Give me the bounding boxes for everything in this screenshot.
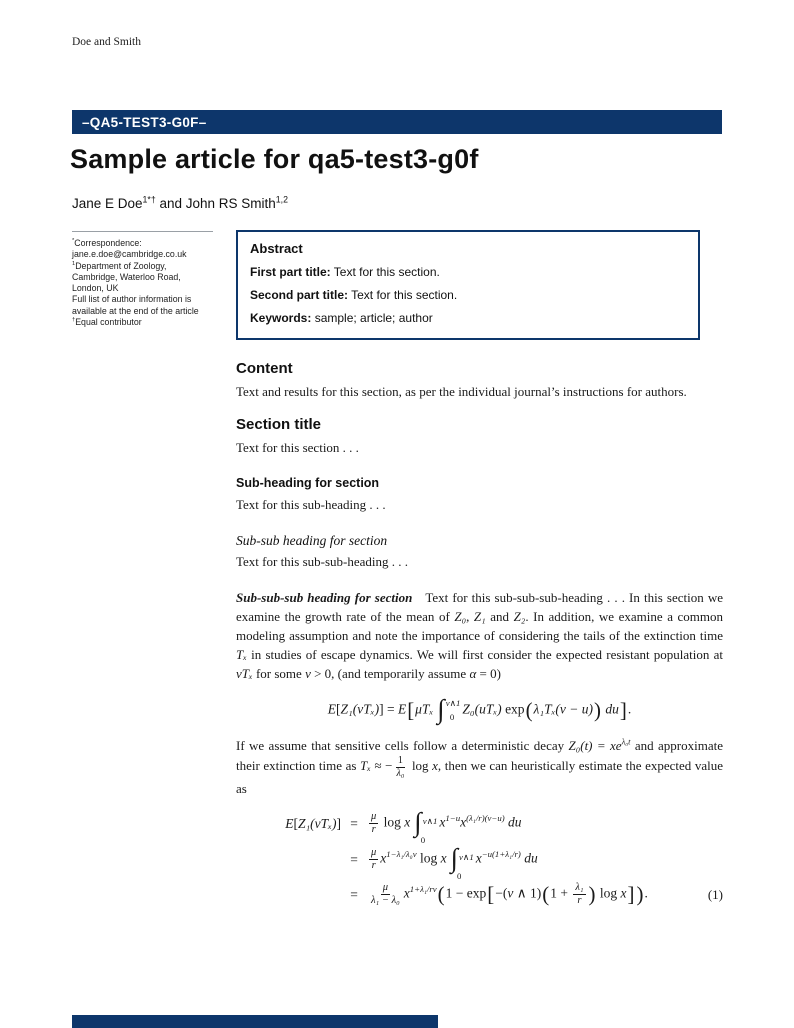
abstract-first-part-text: Text for this section. — [330, 265, 440, 279]
text-run: α — [469, 666, 477, 681]
text-run: † — [72, 317, 76, 324]
text-run: Cambridge, Waterloo Road, — [72, 271, 181, 282]
fraction — [369, 811, 378, 836]
equation-number: (1) — [707, 887, 723, 903]
subsubsection-paragraph: Text for this sub-sub-heading . . . — [236, 554, 409, 569]
content-paragraph: Text and results for this section, as per the individual journal’s instructions for authors. — [236, 384, 687, 399]
text-run: Tₓ — [359, 758, 371, 774]
text-run: μ — [371, 847, 377, 859]
text-run: −( — [495, 886, 508, 902]
big-delimiter: ) — [594, 698, 601, 723]
equation-rhs — [367, 807, 522, 845]
text-run: x — [432, 758, 438, 774]
fraction — [369, 847, 378, 872]
text-run: [ — [336, 701, 341, 717]
text-run: ∧ 1) — [513, 886, 542, 902]
big-delimiter: ] — [619, 698, 627, 723]
text-run: Department of Zoology, — [75, 260, 167, 271]
equation-lhs — [236, 814, 341, 833]
text-run: log — [596, 886, 621, 902]
big-delimiter: ( — [437, 882, 445, 907]
article-body — [236, 353, 723, 917]
text-run: . In addition, we examine a common modeling assumption and note the importance of considering the tails of the extinction time — [236, 609, 724, 643]
text-run: ] = — [379, 701, 398, 717]
abstract-second-part-label: Second part title: — [250, 288, 349, 302]
subsection-paragraph: Text for this sub-heading . . . — [236, 497, 386, 512]
article-title: Sample article for qa5-test3-g0f — [70, 144, 479, 174]
abstract-second-part-text: Text for this section. — [348, 288, 458, 302]
text-run: for some — [252, 666, 306, 681]
text-run: 0 — [420, 834, 426, 845]
text-run: μ — [382, 882, 389, 894]
text-run: λ₁ — [575, 882, 584, 894]
text-run: λ₀ — [396, 767, 405, 779]
fraction — [573, 882, 585, 907]
text-run: −u(1+λ₁/r) — [481, 849, 521, 860]
equation-row — [236, 807, 723, 845]
equals-sign: = — [350, 816, 358, 832]
article-type-banner — [72, 110, 722, 134]
text-run: exp — [501, 701, 525, 717]
equation-rhs — [367, 882, 648, 907]
text-run: 1*† — [142, 194, 156, 205]
text-run: log — [380, 814, 405, 830]
text-run: = 0) — [476, 666, 501, 681]
text-run: 0 — [449, 711, 455, 722]
integral: ∫ v∧1 0 — [450, 843, 474, 881]
text-run: x — [439, 814, 446, 830]
text-run: ] — [336, 816, 341, 832]
authors-line — [72, 196, 288, 211]
integral: ∫ v∧1 0 — [437, 694, 461, 724]
equals-sign: = — [350, 887, 358, 903]
big-delimiter: ( — [542, 882, 550, 907]
abstract-box — [236, 230, 700, 340]
abstract-first-part-label: First part title: — [250, 265, 331, 279]
text-run: E — [327, 701, 337, 717]
text-run: Full list of author information is — [72, 294, 192, 305]
text-run: 1−u — [445, 813, 461, 824]
big-delimiter: [ — [407, 698, 415, 723]
text-run: E — [397, 701, 407, 717]
text-run: v — [305, 666, 311, 681]
big-delimiter: ] — [627, 882, 635, 907]
text-run: available at the end of the article — [72, 305, 199, 316]
text-run: in studies of escape dynamics. We will first consider the expected resistant population at — [246, 647, 723, 662]
text-run: v — [507, 886, 514, 902]
subsection-heading: Sub-heading for section — [236, 476, 380, 490]
text-run: 1,2 — [275, 194, 288, 205]
abstract-heading: Abstract — [250, 241, 303, 256]
text-run: * — [72, 238, 75, 245]
equation-row — [236, 882, 723, 907]
text-run: 1 — [72, 260, 76, 267]
equals-sign: = — [350, 852, 358, 868]
text-run: Correspondence: — [74, 238, 142, 248]
text-run: E — [285, 816, 294, 832]
text-run: du — [601, 701, 619, 717]
footer-bar — [72, 1015, 438, 1028]
text-run: and John RS Smith — [155, 196, 276, 211]
text-run: v∧1 — [459, 851, 474, 862]
text-run: x — [620, 886, 627, 902]
text-run: 0 — [457, 870, 462, 881]
text-run: and — [485, 609, 514, 624]
text-run: Jane E Doe — [72, 196, 143, 211]
text-run: x — [404, 814, 411, 830]
text-run: r — [371, 860, 376, 872]
subsubsection-heading: Sub-sub heading for section — [236, 533, 388, 548]
text-run: log — [416, 850, 441, 866]
text-run: λ₀t — [621, 736, 631, 747]
text-run: λ₁Tₓ(v − u) — [533, 701, 594, 717]
section-heading-content: Content — [236, 360, 293, 377]
text-run: , — [466, 609, 474, 624]
text-run: r — [371, 824, 376, 836]
big-delimiter: ) — [636, 882, 644, 907]
text-run: x — [475, 850, 482, 866]
text-run: (λ₁/r)(v−u) — [466, 813, 505, 824]
text-run: Z₂ — [513, 609, 526, 624]
text-run: r — [577, 895, 582, 907]
equation-rhs — [367, 843, 538, 881]
section-heading-title: Section title — [236, 416, 322, 433]
big-delimiter: [ — [487, 882, 495, 907]
abstract-keywords — [250, 311, 686, 325]
banner-text: –QA5-TEST3-G0F– — [82, 114, 207, 130]
text-run: Z₀(uTₓ) — [462, 701, 502, 717]
text-run: 1+λ₁/rv — [409, 884, 437, 895]
text-run: Tₓ — [236, 647, 247, 662]
text-run: , then we can heuristically estimate the expected value as — [236, 758, 723, 797]
integral: ∫ v∧1 0 — [414, 807, 438, 845]
estimate-paragraph — [236, 736, 723, 798]
paragraph-with-runin-heading — [236, 588, 723, 683]
abstract-keywords-text: sample; article; author — [311, 311, 433, 325]
text-run: v∧1 — [445, 698, 461, 709]
text-run: and approximate their extinction time as — [236, 738, 723, 774]
email-link[interactable]: jane.e.doe@cambridge.co.uk — [72, 249, 187, 260]
text-run: log — [408, 758, 433, 774]
text-run: ≈ − — [370, 758, 393, 774]
text-run: vTₓ — [236, 666, 253, 681]
text-run: 1 — [397, 755, 403, 766]
text-run: . — [627, 701, 632, 717]
text-run: Z₀(t) = xe — [568, 738, 622, 753]
text-run: Z₁ — [473, 609, 486, 624]
text-run: du — [520, 850, 538, 866]
text-run: Z₀ — [454, 609, 467, 624]
text-run: x — [403, 886, 410, 902]
section-paragraph: Text for this section . . . — [236, 440, 359, 455]
text-run: Z₁(vTₓ) — [340, 701, 380, 717]
equation-array — [236, 807, 723, 907]
abstract-second-part — [250, 288, 686, 302]
text-run: x — [380, 850, 387, 866]
text-run: μ — [371, 811, 377, 823]
text-run: λ₁ − λ₀ — [371, 895, 400, 907]
text-run: London, UK — [72, 283, 119, 294]
abstract-first-part — [250, 265, 686, 279]
correspondence-block — [72, 231, 213, 328]
text-run: If we assume that sensitive cells follow a deterministic decay — [236, 738, 569, 753]
text-run: x — [460, 814, 467, 830]
text-run: μTₓ — [415, 701, 434, 717]
equation-row — [236, 843, 723, 881]
text-run: v∧1 — [422, 815, 438, 826]
text-run: 1 − exp — [445, 886, 487, 902]
running-head: Doe and Smith — [72, 36, 141, 48]
big-delimiter: ) — [588, 882, 596, 907]
fraction — [369, 882, 402, 907]
big-delimiter: ( — [525, 698, 533, 723]
text-run: . — [644, 886, 648, 902]
text-run: Z₁(vTₓ) — [297, 816, 337, 832]
correspondence-text — [72, 238, 213, 328]
text-run: Sub-sub-sub heading for section — [236, 590, 413, 605]
display-equation — [236, 694, 723, 724]
text-run: 1 + — [550, 886, 572, 902]
fraction — [394, 755, 406, 779]
text-run: Equal contributor — [75, 317, 142, 328]
text-run: [ — [293, 816, 298, 832]
text-run: 1−λ₁/λ₀v — [386, 849, 417, 860]
text-run: x — [440, 850, 447, 866]
text-run: > 0, (and temporarily assume — [310, 666, 470, 681]
abstract-keywords-label: Keywords: — [250, 311, 312, 325]
text-run: Text for this sub-sub-sub-heading . . . In this section we examine the growth rate of the mean of — [236, 590, 723, 624]
text-run: du — [504, 814, 522, 830]
